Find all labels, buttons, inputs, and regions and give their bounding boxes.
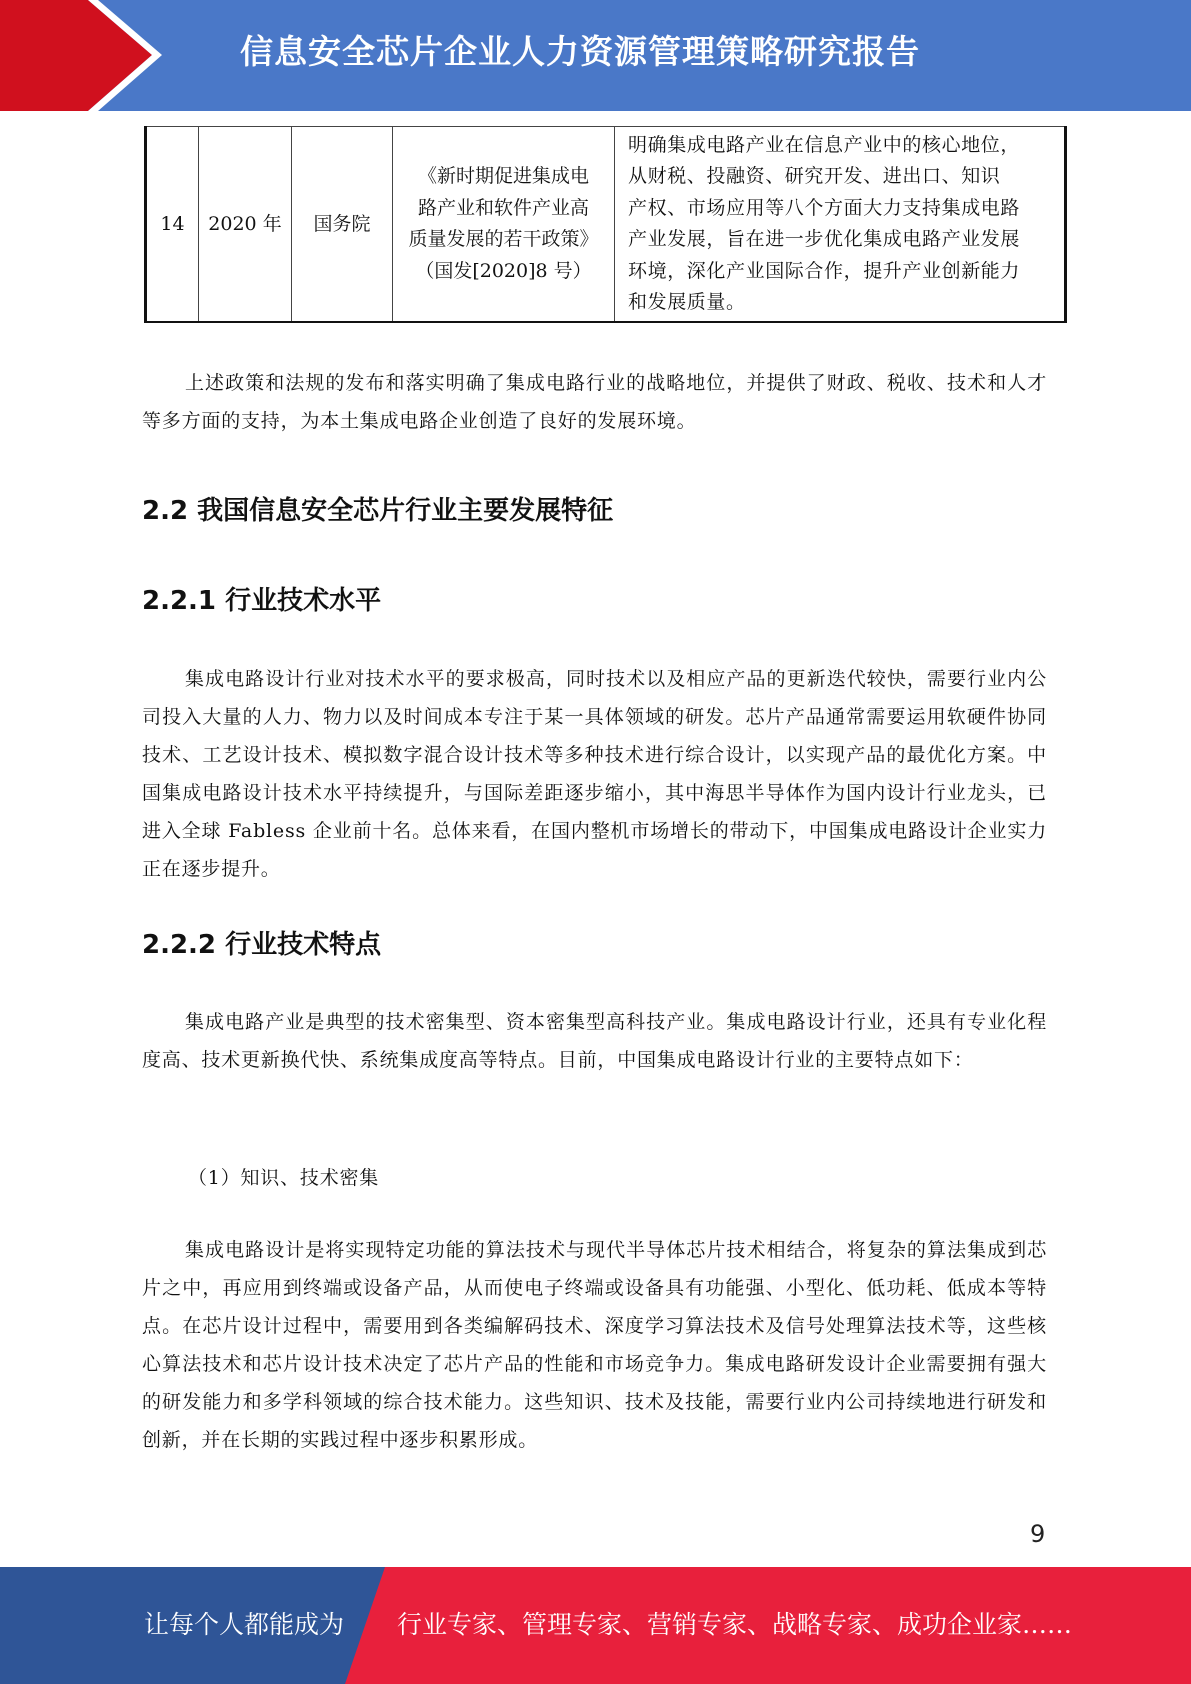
- knowledge-paragraph: 集成电路设计是将实现特定功能的算法技术与现代半导体芯片技术相结合，将复杂的算法集成到芯片之中，再应用到终端或设备产品，从而使电子终端或设备具有功能强、小型化、低功耗、低成本等特点。在芯片设计过程中，需要用到各类编解码技术、深度学习算法技术及信号处理算法技术等，这些核心算法技术和芯片设计技术决定了芯片产品的性能和市场竞争力。集成电路研发设计企业需要拥有强大的研发能力和多学科领域的综合技术能力。这些知识、技术及技能，需要行业内公司持续地进行研发和创新，并在长期的实践过程中逐步积累形成。: [142, 1239, 1047, 1451]
- policy-title-line: （国发[2020]8 号）: [415, 259, 592, 282]
- section-heading-2-2: 2.2 我国信息安全芯片行业主要发展特征: [142, 496, 614, 526]
- policy-title-line: 路产业和软件产业高: [417, 196, 589, 219]
- description-line: 产权、市场应用等八个方面大力支持集成电路: [628, 196, 1021, 219]
- row-index: 14: [146, 127, 199, 323]
- list-item-knowledge: （1）知识、技术密集: [188, 1167, 380, 1189]
- page-number: 9: [1030, 1520, 1046, 1548]
- policy-table: [144, 126, 1067, 323]
- footer-banner: [0, 1567, 1191, 1684]
- policy-title-line: 《新时期促进集成电: [417, 165, 589, 187]
- row-year: 2020 年: [199, 127, 292, 323]
- row-issuer: 国务院: [292, 127, 393, 323]
- section-heading-2-2-1: 2.2.1 行业技术水平: [142, 586, 382, 616]
- description-line: 产业发展，旨在进一步优化集成电路产业发展: [628, 228, 1021, 250]
- header-banner: [0, 0, 1191, 111]
- description-line: 环境，深化产业国际合作，提升产业创新能力: [628, 259, 1021, 282]
- description-line: 和发展质量。: [628, 291, 746, 313]
- report-title: 信息安全芯片企业人力资源管理策略研究报告: [240, 32, 920, 71]
- row-policy-title: [393, 127, 615, 323]
- description-line: 从财税、投融资、研究开发、进出口、知识: [628, 165, 1001, 187]
- table-row: [146, 127, 1066, 323]
- tech-features-paragraph: 集成电路产业是典型的技术密集型、资本密集型高科技产业。集成电路设计行业，还具有专业化程度高、技术更新换代快、系统集成度高等特点。目前，中国集成电路设计行业的主要特点如下：: [142, 1011, 1047, 1071]
- tech-level-paragraph: 集成电路设计行业对技术水平的要求极高，同时技术以及相应产品的更新迭代较快，需要行业内公司投入大量的人力、物力以及时间成本专注于某一具体领域的研发。芯片产品通常需要运用软硬件协同技术、工艺设计技术、模拟数字混合设计技术等多种技术进行综合设计，以实现产品的最优化方案。中国集成电路设计技术水平持续提升，与国际差距逐步缩小，其中海思半导体作为国内设计行业龙头，已进入全球 Fabless 企业前十名。总体来看，在国内整机市场增长的带动下，中国集成电路设计企业实力正在逐步提升。: [142, 668, 1047, 880]
- footer-slogan-right: 行业专家、管理专家、营销专家、战略专家、成功企业家……: [397, 1610, 1073, 1639]
- description-line: 明确集成电路产业在信息产业中的核心地位，: [628, 133, 1021, 156]
- summary-paragraph: 上述政策和法规的发布和落实明确了集成电路行业的战略地位，并提供了财政、税收、技术和人才等多方面的支持，为本土集成电路企业创造了良好的发展环境。: [142, 372, 1047, 432]
- policy-title-line: 质量发展的若干政策》: [408, 228, 599, 250]
- row-description: [615, 127, 1066, 323]
- section-heading-2-2-2: 2.2.2 行业技术特点: [142, 930, 382, 960]
- footer-slogan-left: 让每个人都能成为: [144, 1610, 345, 1639]
